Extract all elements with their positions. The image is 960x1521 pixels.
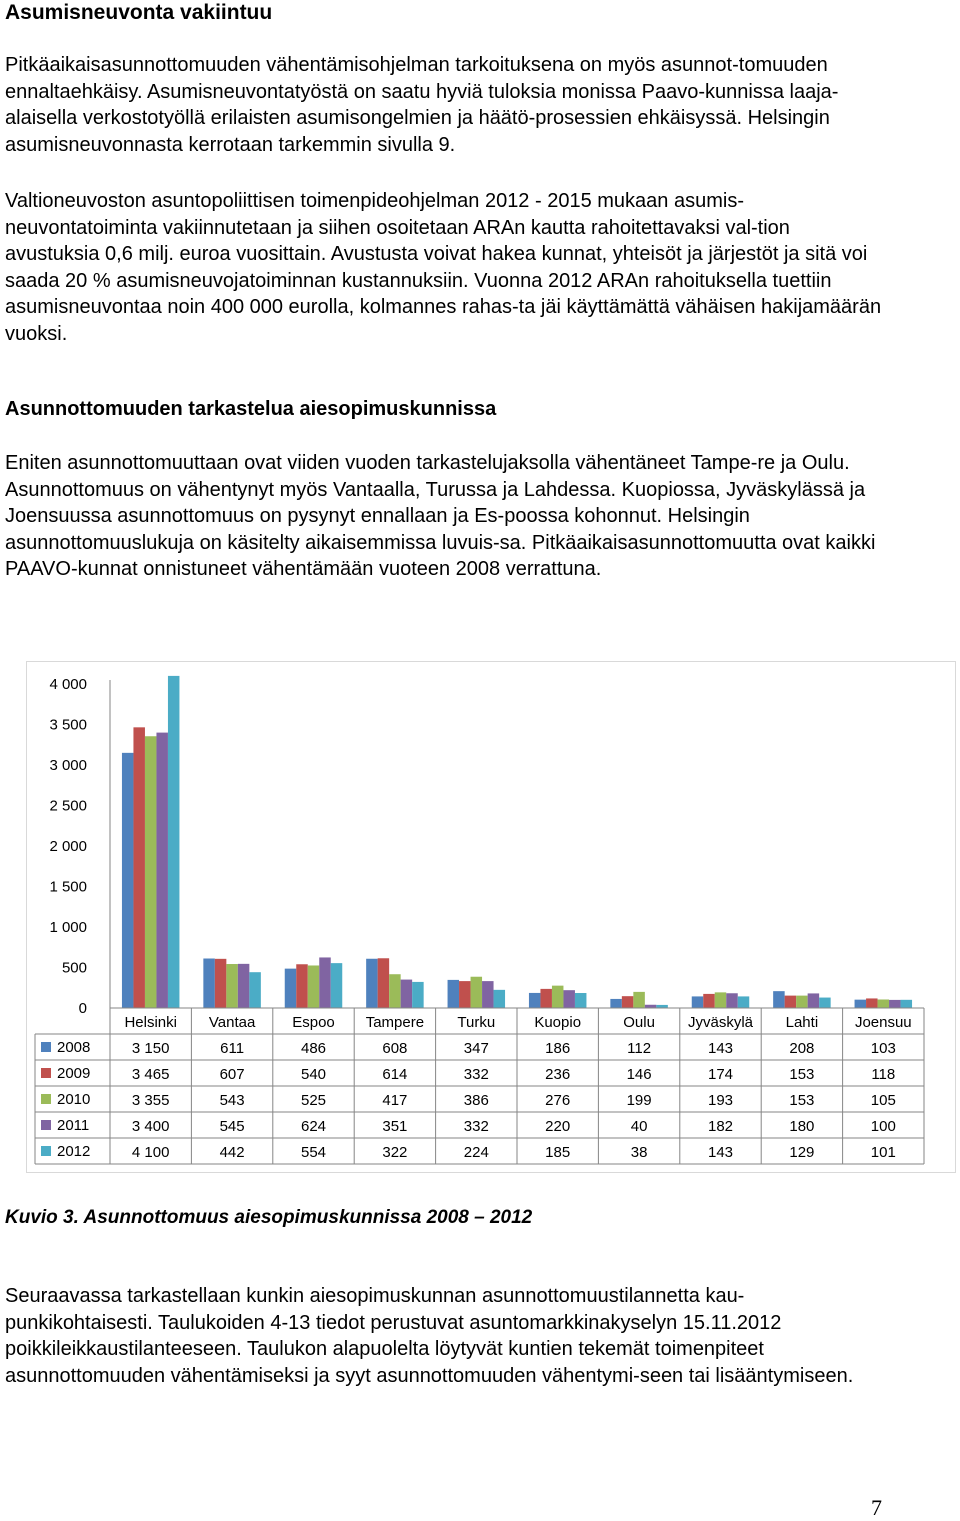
paragraph-3: Eniten asunnottomuuttaan ovat viiden vuoden tarkastelujaksolla vähentäneet Tampe-re ja Oulu. Asunnottomuus on vähentynyt myös Vantaalla, Turussa ja Lahdessa. Kuopiossa, Jyväskylässä ja Joensuussa asunnottomuus on pysynyt ennallaan ja Es-poossa kohonnut. Helsingin asunnottomuuslukuja on käsitelty aikaisemmissa luvuis-sa. Pitkäaikaisasunnottomuutta ovat kaikki PAAVO-kunnat onnistuneet vähentämään vuoteen 2008 verrattuna. [5, 452, 876, 580]
data-label-2009-espoo: 540 [300, 1066, 327, 1083]
data-label-2009-tampere: 614 [382, 1066, 408, 1083]
bar-2011-jyväskylä [726, 993, 738, 1008]
legend-label-2008: 2008 [57, 1039, 91, 1056]
bar-2008-oulu [610, 999, 622, 1008]
data-label-2009-joensuu: 118 [871, 1066, 896, 1083]
paragraph-2: Valtioneuvoston asuntopoliittisen toimenpideohjelman 2012 - 2015 mukaan asumis-neuvontatoiminta vakiinnutetaan ja siihen osoitetaan ARAn kautta rahoitettavaksi val-tion avustuksia 0,6 milj. euroa vuosittain. Avustusta voivat hakea kunnat, yhteisöt ja järjestöt ja sitä voi saada 20 % asumisneuvojatoiminnan kustannuksiin. Vuonna 2012 ARAn rahoituksella tuettiin asumisneuvontaa noin 400 000 eurolla, kolmannes rahas-ta jäi käyttämättä vähäisen hakijamäärän vuoksi. [5, 190, 882, 345]
bar-2009-espoo [296, 964, 308, 1008]
data-label-2008-joensuu: 103 [870, 1040, 896, 1057]
bar-2011-helsinki [156, 733, 168, 1008]
category-label-lahti: Lahti [785, 1014, 819, 1031]
data-label-2012-joensuu: 101 [870, 1144, 896, 1161]
bar-2008-tampere [366, 959, 378, 1008]
bar-2009-oulu [622, 996, 634, 1008]
paragraph-1: Pitkäaikaisasunnottomuuden vähentämisohjelman tarkoituksena on myös asunnot-tomuuden ennaltaehkäisy. Asumisneuvontatyöstä on saatu hyviä tuloksia monissa Paavo-kunnissa laaja-alaisella verkostotyöllä erilaisten asumisongelmien ja häätö-prosessien ehkäisyssä. Helsingin asumisneuvonnasta kerrotaan tarkemmin sivulla 9. [5, 54, 839, 156]
legend-key-2009 [41, 1068, 51, 1078]
data-label-2010-kuopio: 276 [545, 1092, 571, 1109]
category-label-espoo: Espoo [292, 1014, 335, 1031]
category-label-kuopio: Kuopio [534, 1014, 582, 1031]
y-tick-label: 2 500 [49, 797, 87, 815]
bar-2012-joensuu [901, 1000, 913, 1008]
y-tick-label: 500 [61, 959, 87, 977]
bar-2008-joensuu [855, 1000, 867, 1008]
y-tick-label: 0 [78, 1000, 87, 1017]
legend-key-2010 [41, 1094, 51, 1104]
data-label-2011-vantaa: 545 [219, 1118, 245, 1135]
data-label-2010-tampere: 417 [382, 1092, 408, 1109]
homelessness-chart [26, 661, 956, 1173]
legend-key-2008 [41, 1042, 51, 1052]
bar-2010-espoo [308, 965, 320, 1008]
bar-2012-turku [494, 990, 506, 1008]
bar-2011-lahti [808, 993, 820, 1008]
data-label-2011-jyväskylä: 182 [707, 1118, 734, 1135]
bar-2009-lahti [785, 996, 797, 1008]
bar-2011-turku [482, 981, 494, 1008]
section-heading-asunnottomuuden-tarkastelua: Asunnottomuuden tarkastelua aiesopimuskunnissa [5, 398, 497, 420]
bar-2012-jyväskylä [738, 996, 750, 1008]
paragraph-4: Seuraavassa tarkastellaan kunkin aiesopimuskunnan asunnottomuustilannetta kau-punkikohtaisesti. Taulukoiden 4-13 tiedot perustuvat asuntomarkkinakyselyn 15.11.2012 poikkileikkaustilanteeseen. Taulukon alapuolelta löytyvät kuntien tekemät toimenpiteet asunnottomuuden vähentämiseksi ja syyt asunnottomuuden vähentymi-seen tai lisääntymiseen. [5, 1285, 854, 1387]
bar-2009-helsinki [133, 727, 145, 1008]
data-label-2008-kuopio: 186 [545, 1040, 571, 1057]
data-label-2010-joensuu: 105 [870, 1092, 896, 1109]
data-label-2011-espoo: 624 [300, 1118, 327, 1135]
chart-canvas [27, 662, 957, 1174]
category-label-vantaa: Vantaa [208, 1014, 256, 1031]
bar-2012-kuopio [575, 993, 587, 1008]
data-label-2012-oulu: 38 [630, 1144, 648, 1161]
data-label-2010-oulu: 199 [626, 1092, 652, 1109]
bar-2009-kuopio [540, 989, 552, 1008]
data-label-2010-espoo: 525 [300, 1092, 327, 1109]
bar-2009-vantaa [215, 959, 227, 1008]
y-tick-label: 2 000 [49, 838, 87, 855]
bar-2012-helsinki [168, 676, 180, 1008]
data-label-2010-turku: 386 [463, 1092, 489, 1109]
data-label-2009-jyväskylä: 174 [707, 1066, 734, 1083]
page-number: 7 [871, 1495, 882, 1520]
data-label-2010-jyväskylä: 193 [707, 1092, 734, 1109]
data-label-2012-lahti: 129 [789, 1144, 815, 1161]
bar-2010-lahti [796, 996, 808, 1008]
data-label-2008-espoo: 486 [300, 1040, 327, 1057]
category-label-turku: Turku [457, 1014, 496, 1031]
data-label-2009-lahti: 153 [789, 1066, 815, 1083]
bar-2012-tampere [412, 982, 424, 1008]
data-label-2011-kuopio: 220 [545, 1118, 571, 1135]
data-label-2012-espoo: 554 [300, 1144, 327, 1161]
data-label-2008-helsinki: 3 150 [131, 1040, 170, 1057]
legend-label-2009: 2009 [57, 1065, 91, 1082]
legend-label-2011: 2011 [57, 1117, 90, 1134]
bar-2009-jyväskylä [703, 994, 715, 1008]
data-label-2011-helsinki: 3 400 [131, 1118, 170, 1135]
bar-2010-kuopio [552, 986, 564, 1008]
data-label-2011-joensuu: 100 [870, 1118, 896, 1135]
y-tick-label: 1 000 [49, 919, 87, 936]
data-label-2008-turku: 347 [463, 1040, 489, 1057]
legend-key-2012 [41, 1146, 51, 1156]
data-label-2010-vantaa: 543 [219, 1092, 245, 1109]
data-label-2009-helsinki: 3 465 [131, 1066, 170, 1083]
bar-2008-espoo [285, 969, 297, 1008]
bar-2009-turku [459, 981, 471, 1008]
bar-2010-joensuu [878, 999, 890, 1008]
data-label-2008-lahti: 208 [789, 1040, 815, 1057]
legend-key-2011 [41, 1120, 51, 1130]
bar-2012-vantaa [249, 972, 261, 1008]
bar-2011-vantaa [238, 964, 250, 1008]
bar-2008-jyväskylä [692, 996, 704, 1008]
data-label-2008-oulu: 112 [627, 1040, 652, 1057]
data-label-2010-lahti: 153 [789, 1092, 815, 1109]
data-label-2009-kuopio: 236 [545, 1066, 571, 1083]
y-tick-label: 3 500 [49, 716, 87, 734]
data-label-2008-vantaa: 611 [220, 1040, 245, 1057]
data-label-2012-kuopio: 185 [545, 1144, 571, 1161]
data-label-2009-oulu: 146 [626, 1066, 652, 1083]
section-heading-asumisneuvonta: Asumisneuvonta vakiintuu [5, 1, 273, 24]
bar-2009-joensuu [866, 998, 878, 1008]
legend-label-2010: 2010 [57, 1091, 91, 1108]
bar-2012-lahti [819, 998, 831, 1008]
y-tick-label: 1 500 [49, 878, 87, 896]
category-label-jyväskylä: Jyväskylä [687, 1014, 754, 1031]
category-label-oulu: Oulu [623, 1014, 655, 1031]
category-label-helsinki: Helsinki [124, 1014, 177, 1031]
bar-2011-joensuu [889, 1000, 901, 1008]
bar-2008-lahti [773, 991, 785, 1008]
data-label-2009-turku: 332 [463, 1066, 489, 1083]
category-label-tampere: Tampere [365, 1014, 425, 1031]
bar-2008-vantaa [203, 959, 215, 1008]
bar-2008-turku [448, 980, 460, 1008]
legend-label-2012: 2012 [57, 1143, 91, 1160]
y-tick-label: 3 000 [49, 757, 87, 774]
data-label-2012-tampere: 322 [382, 1144, 408, 1161]
bar-2011-espoo [319, 957, 331, 1008]
y-tick-label: 4 000 [49, 676, 87, 693]
bar-2010-turku [471, 977, 483, 1008]
bar-2010-tampere [389, 974, 401, 1008]
data-label-2009-vantaa: 607 [219, 1066, 245, 1083]
data-label-2008-jyväskylä: 143 [707, 1040, 734, 1057]
bar-2009-tampere [378, 958, 390, 1008]
bar-2010-helsinki [145, 736, 157, 1008]
data-label-2012-jyväskylä: 143 [707, 1144, 734, 1161]
bar-2008-helsinki [122, 753, 134, 1008]
data-label-2012-helsinki: 4 100 [131, 1144, 170, 1161]
bar-2010-jyväskylä [715, 992, 727, 1008]
data-label-2011-lahti: 180 [789, 1118, 815, 1135]
bar-2008-kuopio [529, 993, 541, 1008]
bar-2011-tampere [401, 980, 413, 1008]
data-label-2010-helsinki: 3 355 [131, 1092, 170, 1109]
data-label-2008-tampere: 608 [382, 1040, 408, 1057]
bar-2011-kuopio [563, 990, 575, 1008]
bar-2010-oulu [633, 992, 645, 1008]
data-label-2011-turku: 332 [463, 1118, 489, 1135]
data-label-2011-oulu: 40 [630, 1118, 648, 1135]
bar-2010-vantaa [226, 964, 238, 1008]
figure-caption: Kuvio 3. Asunnottomuus aiesopimuskunnissa 2008 – 2012 [5, 1207, 533, 1228]
category-label-joensuu: Joensuu [854, 1014, 912, 1031]
data-label-2012-turku: 224 [463, 1144, 489, 1161]
bar-2012-espoo [331, 963, 343, 1008]
data-label-2011-tampere: 351 [382, 1118, 408, 1135]
data-label-2012-vantaa: 442 [219, 1144, 245, 1161]
